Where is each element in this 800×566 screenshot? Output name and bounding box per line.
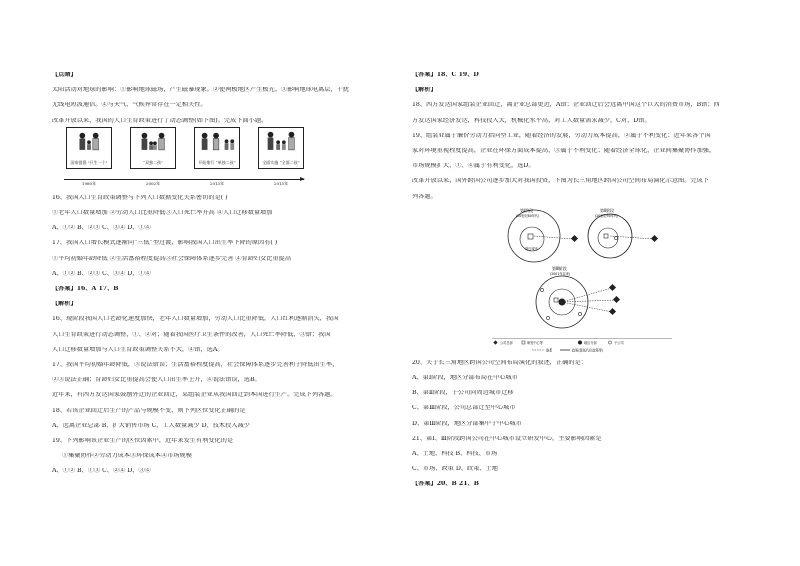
explanation-16-line-3: 人口迁移数量增加与人口生育政策调整关系不大，④错，选A。 [52, 346, 224, 353]
question-19-options: A、①② B、①③ C、②④ D、③④ [52, 468, 151, 475]
question-16-options: A、①② B、②③ C、③④ D、①④ [52, 225, 151, 232]
population-policy-cartoon [64, 127, 304, 191]
question-16: 16、我国人口生育政策调整与下列人口数据变化关系密切的是( ) [52, 194, 228, 201]
question-20-option-a: A、第Ⅰ阶段，地区分部布局在中心城市 [412, 375, 518, 382]
stage-3-group [536, 276, 620, 328]
dianjing-text-1: 太阳活动对地球的影响：①影响地球磁场，产生磁暴现象。②使两极地区产生极光。③影响地球电离层，干扰 [52, 87, 349, 94]
stage-2-period: (20世纪90年代) [595, 213, 619, 218]
timeline-arrow-icon [300, 177, 305, 181]
legend-link: 联系 [546, 348, 553, 353]
intro-multinational: 改革开放以来，国外跨国公司逐步加大对我国投资，下图为长三角地区跨国公司空间布局演化示意图。完成下 [412, 178, 709, 185]
question-21-options-ab: A、土地、科技 B、科技、市场 [412, 451, 498, 458]
cartoon-year-1: 1980年 [81, 180, 97, 186]
stage-2-group [588, 214, 658, 258]
multinational-layout-diagram [492, 204, 672, 354]
legend-headquarters: 公司总部 [500, 340, 513, 345]
explanation-17-line-1: 17、我国平均初婚年龄降低，③说法错误；生活富裕程度提高，社会保障体系逐步完善利于降低出生率， [52, 362, 339, 369]
intro-relocation: 近年来，有西方发达国家鼓励外迁的企业回迁，某组装企业从我国回迁到本国进行生产。完成下列各题。 [52, 392, 337, 399]
question-20-option-c: C、第Ⅲ阶段，公司总部迁至中心城市 [412, 405, 516, 412]
explanation-19-line-2: 家对环境重视程度提高，企业在环保方面成本提高，③属于不利变化；随着经济全球化，企业间集聚协作加强， [412, 148, 716, 155]
legend-rd-center: 研发中心等 [527, 340, 543, 345]
answer-18-19: 【答案】18、C 19、D [412, 72, 479, 78]
dianjing-text-2: 无线电短波通信。④与天气、气候异常存在一定相关性。 [52, 102, 207, 109]
cartoon-caption-4: 全面实施 “全面二孩” [262, 159, 300, 165]
question-20-option-b: B、第Ⅱ阶段，子公司向周边城市迁移 [412, 390, 514, 397]
cartoon-caption-3: 开始推行 “单独二孩” [198, 159, 236, 165]
explanation-19-line-3: 市场规模扩大，①、④属于有利变化，选D。 [412, 163, 535, 170]
question-21: 21、第Ⅰ、Ⅲ阶段跨国公司在中心城市设立研发中心，主要影响因素是 [412, 435, 602, 442]
explanation-16-line-1: 16、现阶段我国人口老龄化速度加快，老年人口数量增加，劳动人口比重降低，人口红利逐渐消失，我国 [52, 316, 339, 323]
explanation-19-line-1: 19、组装业属于廉价劳动力指向型工业，随着经济的发展，劳动力成本提高，②属于不利变化；近年来各个国 [412, 132, 711, 139]
analysis-label-right: 【解析】 [412, 87, 437, 94]
explanation-18-line-1: 18、西方发达国家组装企业回迁，离企业总部更近，A错；企业回迁后会远离中国这个巨大的消费市场，B错；西 [412, 102, 720, 109]
question-21-options-cd: C、市场、政策 D、政策、土地 [412, 466, 498, 473]
stage-2-label: 第Ⅱ阶段 [600, 207, 614, 213]
cartoon-caption-2: “双独二孩” [142, 159, 164, 165]
cartoon-caption-1: 国家提倡 "只生一个" [70, 159, 108, 165]
timeline-axis [64, 179, 304, 180]
analysis-label-left: 【解析】 [52, 301, 77, 308]
layout-evolution-svg [492, 204, 672, 354]
left-column [52, 60, 398, 475]
stage-1-period: (20世纪80年代) [516, 213, 540, 218]
answer-16-17: 【答案】16、A 17、B [52, 286, 119, 293]
dianjing-label: 【点睛】 [52, 72, 77, 78]
explanation-18-line-2: 方发达国家经济发达，科技投入大，机械化水平高，对工人数量需求减少，C对，D错。 [412, 117, 651, 124]
stage-3-period: (2001年以来) [550, 271, 571, 276]
answer-20-21: 【答案】20、B 21、B [412, 481, 479, 488]
cartoon-year-4: 2015年 [273, 180, 289, 186]
stage-3-label: 第Ⅲ阶段 [552, 265, 567, 271]
question-20: 20、关于长三角地区跨国公司空间布局演化的叙述，正确的是： [412, 359, 587, 366]
intro-multinational-cont: 列各题。 [412, 193, 437, 200]
cartoon-year-3: 2013年 [209, 180, 225, 186]
question-19-items: ①集聚协作②劳动力成本③环保成本④市场规模 [62, 453, 192, 460]
cartoon-year-2: 2002年 [145, 180, 161, 186]
question-20-option-d: D、第Ⅲ阶段，地区分部集中于中心城市 [412, 420, 522, 427]
question-17-items: ①平均初婚年龄降低 ②生活富裕程度提高③社会保障体系逐步完善 ④育龄妇女比重提高 [52, 255, 292, 262]
legend-subsidiary: 子公司 [614, 340, 624, 345]
explanation-17-line-2: ②③说法正确；育龄妇女比重提高会使人口出生率上升，④说法错误，选B。 [52, 377, 261, 384]
stage-1-label: 第Ⅰ阶段 [520, 207, 534, 213]
question-17: 17、我国人口增长模式逐渐向“三低”型过渡，影响我国人口出生率下降的原因有( ) [52, 240, 278, 247]
right-column [412, 60, 762, 488]
question-17-options: A、①② B、②③ C、③④ D、①④ [52, 270, 151, 277]
legend-policy: 政策(降低代价政策等) [572, 348, 604, 353]
explanation-16-line-2: 人口生育政策进行动态调整，①、②对；随着我国医疗卫生条件的改善，人口死亡率降低，③错；我国 [52, 331, 331, 338]
question-16-items: ①老年人口数量增加 ②劳动人口比重降低③人口死亡率升高 ④人口迁移数量增加 [52, 210, 273, 217]
intro-population: 改革开放以来，我国的人口生育政策进行了动态调整(如下图)。完成下面小题。 [52, 117, 268, 124]
legend-regional-branch: 地区分部 [584, 340, 597, 345]
question-18: 18、若该企业回迁后生产的产品与规模不变，则下列区位变化正确的是 [52, 407, 246, 414]
question-19: 19、下列影响该企业生产的区位因素中，近年来发生有利变化的是 [52, 438, 234, 445]
question-18-options: A、远离企业总部 B、扩大销售市场 C、工人数量减少 D、技术投入减少 [52, 422, 250, 429]
surround-label-1: 周边城市 [525, 246, 538, 251]
